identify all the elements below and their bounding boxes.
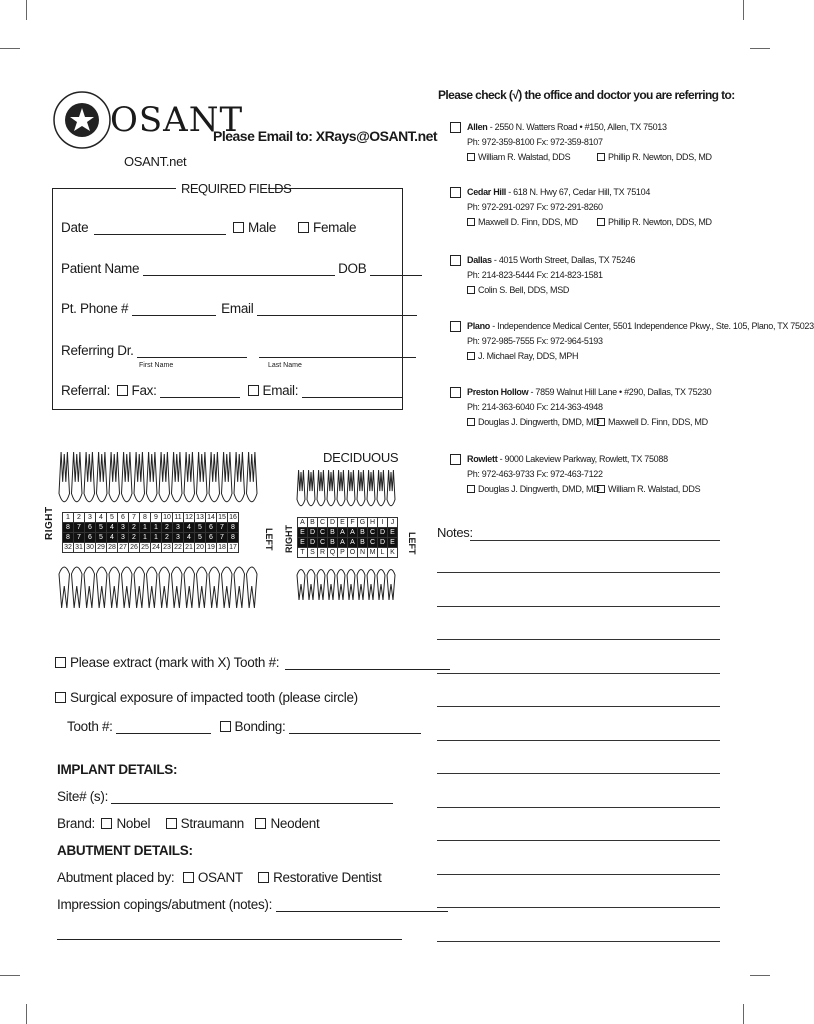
deciduous-upper-tooth-icon bbox=[367, 470, 375, 506]
notes-line[interactable] bbox=[437, 773, 720, 774]
deciduous-tooth-cell[interactable]: E bbox=[298, 528, 308, 538]
deciduous-tooth-letter-grid bbox=[297, 517, 398, 558]
right-label-deciduous: RIGHT bbox=[284, 525, 294, 553]
adult-tooth-cell[interactable]: 12 bbox=[185, 514, 193, 521]
fax-field[interactable] bbox=[160, 383, 240, 398]
office-phone: Ph: 214-823-5444 Fx: 214-823-1581 bbox=[467, 270, 603, 280]
deciduous-tooth-cell[interactable]: D bbox=[308, 538, 318, 548]
doctor-checkbox[interactable] bbox=[597, 218, 605, 226]
upper-tooth-icon bbox=[147, 452, 158, 502]
doctor-name: Douglas J. Dingwerth, DMD, MD bbox=[478, 484, 600, 494]
surgical-exposure-checkbox[interactable] bbox=[55, 692, 66, 703]
office-name: Plano bbox=[467, 321, 491, 331]
upper-tooth-icon bbox=[197, 452, 208, 502]
adult-tooth-cell[interactable]: 31 bbox=[75, 544, 83, 551]
adult-tooth-cell[interactable]: 8 bbox=[63, 523, 74, 533]
adult-tooth-cell[interactable]: 2 bbox=[129, 533, 140, 543]
deciduous-tooth-cell[interactable]: F bbox=[348, 518, 358, 528]
adult-tooth-number-grid bbox=[62, 512, 239, 553]
dob-label: DOB bbox=[338, 261, 367, 276]
adult-tooth-cell[interactable]: 2 bbox=[74, 513, 85, 523]
upper-tooth-icon bbox=[247, 452, 258, 502]
adult-tooth-cell[interactable]: 4 bbox=[96, 513, 107, 523]
office-name: Preston Hollow bbox=[467, 387, 529, 397]
adult-tooth-cell[interactable]: 26 bbox=[130, 544, 138, 551]
brand-nobel-checkbox[interactable] bbox=[101, 818, 112, 829]
adult-tooth-cell[interactable]: 23 bbox=[163, 544, 171, 551]
deciduous-tooth-cell[interactable]: D bbox=[308, 528, 318, 538]
upper-tooth-icon bbox=[72, 452, 83, 502]
adult-tooth-cell[interactable]: 7 bbox=[129, 513, 140, 523]
impression-label: Impression copings/abutment (notes): bbox=[57, 897, 273, 912]
deciduous-tooth-cell[interactable]: C bbox=[368, 528, 378, 538]
upper-tooth-icon bbox=[209, 452, 220, 502]
brand-straumann-label: Straumann bbox=[180, 816, 245, 831]
office-name: Cedar Hill bbox=[467, 187, 507, 197]
abutment-osant-label: OSANT bbox=[197, 870, 243, 885]
date-label: Date bbox=[61, 220, 89, 235]
deciduous-tooth-cell[interactable]: M bbox=[368, 548, 378, 558]
adult-tooth-cell[interactable]: 15 bbox=[218, 514, 226, 521]
required-fields-box bbox=[52, 181, 403, 410]
deciduous-tooth-cell[interactable]: C bbox=[318, 528, 328, 538]
adult-tooth-cell[interactable]: 7 bbox=[217, 523, 228, 533]
deciduous-tooth-cell[interactable]: T bbox=[298, 548, 308, 558]
adult-tooth-cell[interactable]: 1 bbox=[151, 533, 162, 543]
notes-line[interactable] bbox=[437, 706, 720, 707]
doctor-name: Phillip R. Newton, DDS, MD bbox=[608, 217, 712, 227]
adult-tooth-cell[interactable]: 22 bbox=[174, 544, 182, 551]
surgical-exposure-label: Surgical exposure of impacted tooth (please circle) bbox=[70, 690, 358, 705]
adult-tooth-cell[interactable]: 30 bbox=[86, 544, 94, 551]
office-address: 4015 Worth Street, Dallas, TX 75246 bbox=[498, 255, 636, 265]
deciduous-tooth-cell[interactable]: H bbox=[368, 518, 378, 528]
deciduous-lower-tooth-icon bbox=[317, 570, 325, 601]
lower-tooth-icon bbox=[197, 567, 208, 608]
adult-tooth-cell[interactable]: 5 bbox=[96, 533, 107, 543]
deciduous-upper-tooth-icon bbox=[317, 470, 325, 506]
adult-tooth-cell[interactable]: 21 bbox=[185, 544, 193, 551]
lower-tooth-icon bbox=[209, 567, 220, 608]
lower-tooth-icon bbox=[222, 567, 233, 608]
adult-tooth-cell[interactable]: 1 bbox=[140, 533, 151, 543]
upper-tooth-icon bbox=[109, 452, 120, 502]
lower-tooth-icon bbox=[84, 567, 95, 608]
notes-line[interactable] bbox=[437, 639, 720, 640]
adult-tooth-cell[interactable]: 18 bbox=[218, 544, 226, 551]
brand-straumann-checkbox[interactable] bbox=[166, 818, 177, 829]
adult-tooth-cell[interactable]: 4 bbox=[107, 523, 118, 533]
adult-tooth-cell[interactable]: 17 bbox=[229, 544, 237, 551]
office-checkbox[interactable] bbox=[450, 321, 461, 332]
deciduous-lower-tooth-icon bbox=[307, 570, 315, 601]
lower-tooth-icon bbox=[122, 567, 133, 608]
left-label-deciduous: LEFT bbox=[407, 532, 417, 555]
deciduous-upper-tooth-icon bbox=[387, 470, 395, 506]
adult-tooth-cell[interactable]: 5 bbox=[195, 533, 206, 543]
office-phone: Ph: 214-363-6040 Fx: 214-363-4948 bbox=[467, 402, 603, 412]
female-checkbox[interactable] bbox=[298, 222, 309, 233]
fax-checkbox[interactable] bbox=[117, 385, 128, 396]
logo-wordmark: OSANT bbox=[110, 100, 244, 140]
upper-tooth-icon bbox=[184, 452, 195, 502]
upper-tooth-icon bbox=[234, 452, 245, 502]
first-name-caption: First Name bbox=[139, 362, 174, 369]
right-label-adult: RIGHT bbox=[44, 506, 55, 540]
deciduous-tooth-cell[interactable]: K bbox=[388, 548, 398, 558]
referring-dr-label: Referring Dr. bbox=[61, 343, 134, 358]
office-phone: Ph: 972-985-7555 Fx: 972-964-5193 bbox=[467, 336, 603, 346]
deciduous-tooth-cell[interactable]: D bbox=[378, 538, 388, 548]
email-instruction: Please Email to: XRays@OSANT.net bbox=[213, 128, 438, 144]
doctor-checkbox[interactable] bbox=[467, 218, 475, 226]
deciduous-tooth-cell[interactable]: D bbox=[328, 518, 338, 528]
office-phone: Ph: 972-359-8100 Fx: 972-359-8107 bbox=[467, 137, 603, 147]
deciduous-lower-tooth-icon bbox=[377, 570, 385, 601]
deciduous-lower-tooth-icon bbox=[347, 570, 355, 601]
tooth-number-label: Tooth #: bbox=[67, 719, 113, 734]
adult-tooth-cell[interactable]: 10 bbox=[163, 514, 171, 521]
doctor-checkbox[interactable] bbox=[597, 418, 605, 426]
referral-email-label: Email: bbox=[262, 383, 299, 398]
office-plano: Plano - Independence Medical Center, 5501 Independence Pkwy., Ste. 105, Plano, TX 75023 Ph: 972-985-7555 Fx: 972-964-5193 J. Michael Ray, DDS, MPH bbox=[450, 319, 750, 364]
deciduous-tooth-cell[interactable]: R bbox=[318, 548, 328, 558]
deciduous-tooth-cell[interactable]: I bbox=[378, 518, 388, 528]
doctor-checkbox[interactable] bbox=[467, 418, 475, 426]
adult-tooth-cell[interactable]: 3 bbox=[173, 523, 184, 533]
notes-line[interactable] bbox=[437, 673, 720, 674]
office-checkbox[interactable] bbox=[450, 387, 461, 398]
deciduous-tooth-cell[interactable]: L bbox=[378, 548, 388, 558]
notes-line[interactable] bbox=[437, 807, 720, 808]
office-cedar-hill: Cedar Hill - 618 N. Hwy 67, Cedar Hill, TX 75104 Ph: 972-291-0297 Fx: 972-291-8260 Maxwell D. Finn, DDS, MD Phillip R. Newton, DDS, MD bbox=[450, 185, 750, 230]
lower-tooth-icon bbox=[184, 567, 195, 608]
referring-last-name-field[interactable] bbox=[259, 343, 416, 358]
lower-tooth-icon bbox=[97, 567, 108, 608]
upper-tooth-icon bbox=[97, 452, 108, 502]
deciduous-tooth-cell[interactable]: E bbox=[298, 538, 308, 548]
office-allen: Allen - 2550 N. Watters Road • #150, Allen, TX 75013 Ph: 972-359-8100 Fx: 972-359-8107 William R. Walstad, DDS Phillip R. Newton, DDS, MD bbox=[450, 120, 750, 165]
fax-label: Fax: bbox=[131, 383, 157, 398]
website-text: OSANT.net bbox=[124, 154, 187, 169]
doctor-name: Maxwell D. Finn, DDS, MD bbox=[608, 417, 708, 427]
office-phone: Ph: 972-291-0297 Fx: 972-291-8260 bbox=[467, 202, 603, 212]
adult-tooth-cell[interactable]: 11 bbox=[174, 514, 182, 521]
referral-email-checkbox[interactable] bbox=[248, 385, 259, 396]
adult-tooth-cell[interactable]: 4 bbox=[184, 533, 195, 543]
deciduous-tooth-cell[interactable]: C bbox=[318, 538, 328, 548]
adult-tooth-cell[interactable]: 3 bbox=[118, 523, 129, 533]
site-label: Site# (s): bbox=[57, 789, 109, 804]
brand-nobel-label: Nobel bbox=[116, 816, 151, 831]
bonding-label: Bonding: bbox=[234, 719, 286, 734]
office-address: 618 N. Hwy 67, Cedar Hill, TX 75104 bbox=[513, 187, 651, 197]
adult-tooth-cell[interactable]: 29 bbox=[97, 544, 105, 551]
lower-tooth-icon bbox=[159, 567, 170, 608]
deciduous-upper-teeth-illustration bbox=[296, 468, 416, 513]
deciduous-upper-tooth-icon bbox=[377, 470, 385, 506]
upper-tooth-icon bbox=[134, 452, 145, 502]
patient-name-label: Patient Name bbox=[61, 261, 140, 276]
adult-tooth-cell[interactable]: 5 bbox=[96, 523, 107, 533]
adult-tooth-cell[interactable]: 7 bbox=[74, 523, 85, 533]
brand-neodent-checkbox[interactable] bbox=[255, 818, 266, 829]
adult-tooth-cell[interactable]: 8 bbox=[140, 513, 151, 523]
office-checkbox[interactable] bbox=[450, 454, 461, 465]
logo bbox=[52, 90, 244, 170]
last-name-caption: Last Name bbox=[268, 362, 302, 369]
deciduous-tooth-cell[interactable]: E bbox=[388, 538, 398, 548]
adult-tooth-cell[interactable]: 3 bbox=[173, 533, 184, 543]
adult-tooth-cell[interactable]: 3 bbox=[85, 513, 96, 523]
lower-tooth-icon bbox=[172, 567, 183, 608]
brand-label: Brand: bbox=[57, 816, 95, 831]
adult-tooth-cell[interactable]: 20 bbox=[196, 544, 204, 551]
notes-label: Notes: bbox=[437, 525, 473, 540]
lower-tooth-icon bbox=[134, 567, 145, 608]
deciduous-upper-tooth-icon bbox=[337, 470, 345, 506]
deciduous-tooth-cell[interactable]: S bbox=[308, 548, 318, 558]
deciduous-tooth-cell[interactable]: A bbox=[298, 518, 308, 528]
notes-line[interactable] bbox=[437, 874, 720, 875]
bonding-checkbox[interactable] bbox=[220, 721, 231, 732]
impression-field[interactable] bbox=[276, 897, 448, 912]
adult-tooth-cell[interactable]: 1 bbox=[151, 523, 162, 533]
office-checkbox[interactable] bbox=[450, 122, 461, 133]
required-fields-title: REQUIRED FIELDS bbox=[181, 181, 292, 196]
notes-line[interactable] bbox=[437, 840, 720, 841]
adult-tooth-cell[interactable]: 25 bbox=[141, 544, 149, 551]
brand-neodent-label: Neodent bbox=[270, 816, 320, 831]
abutment-restorative-label: Restorative Dentist bbox=[273, 870, 382, 885]
adult-tooth-cell[interactable]: 8 bbox=[228, 523, 239, 533]
notes-line[interactable] bbox=[437, 572, 720, 573]
deciduous-tooth-cell[interactable]: C bbox=[318, 518, 328, 528]
lower-tooth-icon bbox=[59, 567, 70, 608]
extract-checkbox[interactable] bbox=[55, 657, 66, 668]
male-label: Male bbox=[248, 220, 277, 235]
adult-tooth-cell[interactable]: 24 bbox=[152, 544, 160, 551]
patient-name-field[interactable] bbox=[143, 261, 335, 276]
adult-tooth-cell[interactable]: 8 bbox=[228, 533, 239, 543]
deciduous-upper-tooth-icon bbox=[347, 470, 355, 506]
deciduous-tooth-cell[interactable]: G bbox=[358, 518, 368, 528]
adult-tooth-cell[interactable]: 3 bbox=[118, 533, 129, 543]
deciduous-tooth-cell[interactable]: A bbox=[338, 538, 348, 548]
deciduous-tooth-cell[interactable]: C bbox=[368, 538, 378, 548]
deciduous-tooth-cell[interactable]: P bbox=[338, 548, 348, 558]
upper-tooth-icon bbox=[84, 452, 95, 502]
doctor-checkbox[interactable] bbox=[597, 485, 605, 493]
deciduous-title: DECIDUOUS bbox=[323, 450, 399, 465]
bonding-field[interactable] bbox=[289, 719, 421, 734]
notes-line[interactable] bbox=[437, 941, 720, 942]
extract-tooth-field[interactable] bbox=[285, 655, 450, 670]
dob-field[interactable] bbox=[370, 261, 422, 276]
email-field[interactable] bbox=[257, 301, 417, 316]
lower-tooth-icon bbox=[109, 567, 120, 608]
deciduous-tooth-cell[interactable]: Q bbox=[328, 548, 338, 558]
deciduous-tooth-cell[interactable]: B bbox=[328, 538, 338, 548]
deciduous-tooth-cell[interactable]: B bbox=[358, 538, 368, 548]
notes-line[interactable] bbox=[437, 907, 720, 908]
deciduous-lower-tooth-icon bbox=[327, 570, 335, 601]
adult-tooth-cell[interactable]: 19 bbox=[207, 544, 215, 551]
adult-tooth-cell[interactable]: 1 bbox=[63, 513, 74, 523]
upper-tooth-icon bbox=[159, 452, 170, 502]
phone-field[interactable] bbox=[132, 301, 216, 316]
adult-tooth-cell[interactable]: 16 bbox=[229, 514, 237, 521]
implant-details-title: IMPLANT DETAILS: bbox=[57, 762, 178, 777]
adult-tooth-cell[interactable]: 6 bbox=[206, 533, 217, 543]
adult-tooth-cell[interactable]: 28 bbox=[108, 544, 116, 551]
deciduous-lower-tooth-icon bbox=[357, 570, 365, 601]
office-checkbox[interactable] bbox=[450, 187, 461, 198]
lower-tooth-icon bbox=[247, 567, 258, 608]
left-label-adult: LEFT bbox=[264, 528, 274, 551]
doctor-name: William R. Walstad, DDS bbox=[608, 484, 701, 494]
adult-tooth-cell[interactable]: 6 bbox=[85, 523, 96, 533]
adult-tooth-cell[interactable]: 4 bbox=[107, 533, 118, 543]
deciduous-tooth-cell[interactable]: N bbox=[358, 548, 368, 558]
impression-extra-line[interactable] bbox=[57, 939, 402, 940]
female-label: Female bbox=[313, 220, 357, 235]
doctor-checkbox[interactable] bbox=[467, 286, 475, 294]
tooth-number-field[interactable] bbox=[116, 719, 211, 734]
doctor-name: Phillip R. Newton, DDS, MD bbox=[608, 152, 712, 162]
deciduous-lower-tooth-icon bbox=[367, 570, 375, 601]
abutment-osant-checkbox[interactable] bbox=[183, 872, 194, 883]
notes-line[interactable] bbox=[437, 606, 720, 607]
upper-tooth-icon bbox=[122, 452, 133, 502]
adult-tooth-cell[interactable]: 2 bbox=[129, 523, 140, 533]
adult-tooth-cell[interactable]: 6 bbox=[118, 513, 129, 523]
deciduous-tooth-cell[interactable]: A bbox=[338, 528, 348, 538]
adult-tooth-cell[interactable]: 7 bbox=[74, 533, 85, 543]
notes-line[interactable] bbox=[470, 540, 720, 541]
adult-tooth-cell[interactable]: 2 bbox=[162, 523, 173, 533]
adult-tooth-cell[interactable]: 6 bbox=[206, 523, 217, 533]
upper-tooth-icon bbox=[222, 452, 233, 502]
offices-heading: Please check (√) the office and doctor you are referring to: bbox=[438, 88, 735, 102]
deciduous-tooth-cell[interactable]: O bbox=[348, 548, 358, 558]
deciduous-upper-tooth-icon bbox=[297, 470, 305, 506]
deciduous-tooth-cell[interactable]: B bbox=[328, 528, 338, 538]
deciduous-lower-tooth-icon bbox=[387, 570, 395, 601]
office-address: 9000 Lakeview Parkway, Rowlett, TX 75088 bbox=[504, 454, 668, 464]
notes-line[interactable] bbox=[437, 740, 720, 741]
deciduous-lower-tooth-icon bbox=[297, 570, 305, 601]
adult-tooth-cell[interactable]: 32 bbox=[64, 544, 72, 551]
deciduous-lower-tooth-icon bbox=[337, 570, 345, 601]
deciduous-tooth-cell[interactable]: D bbox=[378, 528, 388, 538]
adult-tooth-cell[interactable]: 6 bbox=[85, 533, 96, 543]
doctor-name: J. Michael Ray, DDS, MPH bbox=[478, 351, 579, 361]
office-address: Independence Medical Center, 5501 Independence Pkwy., Ste. 105, Plano, TX 75023 bbox=[497, 321, 814, 331]
adult-tooth-cell[interactable]: 2 bbox=[162, 533, 173, 543]
extract-label: Please extract (mark with X) Tooth #: bbox=[70, 655, 280, 670]
deciduous-tooth-cell[interactable]: E bbox=[338, 518, 348, 528]
phone-label: Pt. Phone # bbox=[61, 301, 129, 316]
upper-tooth-icon bbox=[59, 452, 70, 502]
lower-tooth-icon bbox=[234, 567, 245, 608]
referral-label: Referral: bbox=[61, 383, 111, 398]
office-name: Dallas bbox=[467, 255, 492, 265]
doctor-checkbox[interactable] bbox=[467, 352, 475, 360]
adult-tooth-chart bbox=[44, 450, 274, 615]
adult-tooth-cell[interactable]: 14 bbox=[207, 514, 215, 521]
adult-tooth-cell[interactable]: 8 bbox=[63, 533, 74, 543]
deciduous-tooth-cell[interactable]: B bbox=[308, 518, 318, 528]
office-checkbox[interactable] bbox=[450, 255, 461, 266]
site-field[interactable] bbox=[111, 789, 393, 804]
email-label: Email bbox=[221, 301, 254, 316]
adult-upper-teeth-illustration bbox=[58, 450, 280, 510]
referring-first-name-field[interactable] bbox=[137, 343, 247, 358]
adult-lower-teeth-illustration bbox=[58, 562, 280, 612]
deciduous-tooth-cell[interactable]: B bbox=[358, 528, 368, 538]
logo-seal-icon bbox=[52, 90, 112, 150]
deciduous-tooth-cell[interactable]: J bbox=[388, 518, 398, 528]
doctor-name: Douglas J. Dingwerth, DMD, MD bbox=[478, 417, 600, 427]
doctor-name: William R. Walstad, DDS bbox=[478, 152, 571, 162]
deciduous-tooth-cell[interactable]: E bbox=[388, 528, 398, 538]
office-name: Rowlett bbox=[467, 454, 498, 464]
doctor-checkbox[interactable] bbox=[467, 153, 475, 161]
abutment-placed-label: Abutment placed by: bbox=[57, 870, 175, 885]
adult-tooth-cell[interactable]: 9 bbox=[151, 513, 162, 523]
deciduous-upper-tooth-icon bbox=[327, 470, 335, 506]
office-name: Allen bbox=[467, 122, 488, 132]
adult-tooth-cell[interactable]: 5 bbox=[107, 513, 118, 523]
adult-tooth-cell[interactable]: 27 bbox=[119, 544, 127, 551]
deciduous-upper-tooth-icon bbox=[307, 470, 315, 506]
adult-tooth-cell[interactable]: 4 bbox=[184, 523, 195, 533]
doctor-checkbox[interactable] bbox=[597, 153, 605, 161]
abutment-restorative-checkbox[interactable] bbox=[258, 872, 269, 883]
lower-tooth-icon bbox=[147, 567, 158, 608]
doctor-name: Colin S. Bell, DDS, MSD bbox=[478, 285, 570, 295]
office-rowlett: Rowlett - 9000 Lakeview Parkway, Rowlett, TX 75088 Ph: 972-463-9733 Fx: 972-463-7122 Douglas J. Dingwerth, DMD, MD William R. Walstad, DDS bbox=[450, 452, 750, 497]
deciduous-tooth-cell[interactable]: A bbox=[348, 538, 358, 548]
doctor-name: Maxwell D. Finn, DDS, MD bbox=[478, 217, 578, 227]
adult-tooth-cell[interactable]: 13 bbox=[196, 514, 204, 521]
deciduous-lower-teeth-illustration bbox=[296, 566, 416, 606]
office-preston-hollow: Preston Hollow - 7859 Walnut Hill Lane • #290, Dallas, TX 75230 Ph: 214-363-6040 Fx: 214-363-4948 Douglas J. Dingwerth, DMD, MD Maxwell D. Finn, DDS, MD bbox=[450, 385, 750, 430]
upper-tooth-icon bbox=[172, 452, 183, 502]
office-phone: Ph: 972-463-9733 Fx: 972-463-7122 bbox=[467, 469, 603, 479]
referral-email-field[interactable] bbox=[302, 383, 402, 398]
male-checkbox[interactable] bbox=[233, 222, 244, 233]
doctor-checkbox[interactable] bbox=[467, 485, 475, 493]
office-address: 2550 N. Watters Road • #150, Allen, TX 75013 bbox=[494, 122, 667, 132]
deciduous-tooth-chart bbox=[284, 468, 418, 608]
deciduous-upper-tooth-icon bbox=[357, 470, 365, 506]
adult-tooth-cell[interactable]: 7 bbox=[217, 533, 228, 543]
adult-tooth-cell[interactable]: 1 bbox=[140, 523, 151, 533]
deciduous-tooth-cell[interactable]: A bbox=[348, 528, 358, 538]
date-field[interactable] bbox=[94, 220, 226, 235]
lower-tooth-icon bbox=[72, 567, 83, 608]
abutment-details-title: ABUTMENT DETAILS: bbox=[57, 843, 193, 858]
office-dallas: Dallas - 4015 Worth Street, Dallas, TX 75246 Ph: 214-823-5444 Fx: 214-823-1581 Colin S. Bell, DDS, MSD bbox=[450, 253, 750, 298]
office-address: 7859 Walnut Hill Lane • #290, Dallas, TX 75230 bbox=[535, 387, 712, 397]
adult-tooth-cell[interactable]: 5 bbox=[195, 523, 206, 533]
